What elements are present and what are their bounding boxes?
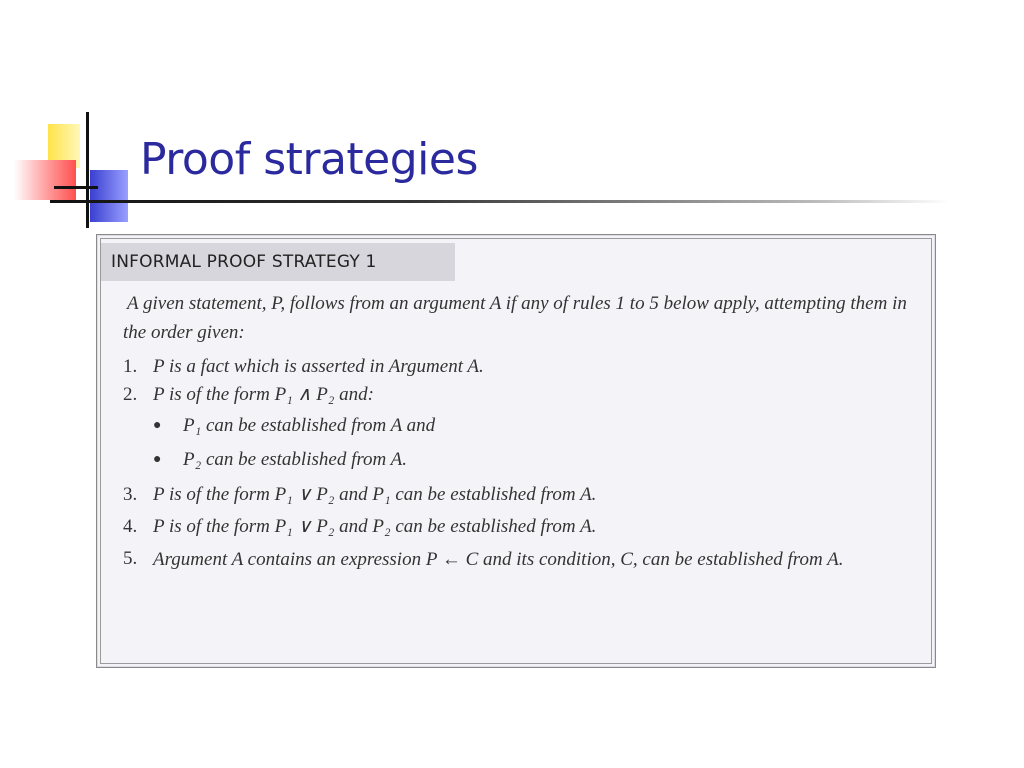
rule-item bbox=[123, 481, 913, 509]
strategy-header: INFORMAL PROOF STRATEGY 1 bbox=[101, 243, 455, 281]
title-underline bbox=[50, 200, 950, 203]
rule-item bbox=[123, 513, 913, 541]
strategy-intro: A given statement, P, follows from an argument A if any of rules 1 to 5 below apply, attempting them in the order given: bbox=[123, 293, 907, 343]
rule-number: 1. bbox=[123, 356, 138, 377]
strategy-body bbox=[123, 289, 913, 574]
slide-title: Proof strategies bbox=[140, 134, 478, 185]
bullet-item bbox=[123, 443, 913, 477]
bullet-dot-icon: ● bbox=[153, 452, 162, 467]
rule-text: P is a fact which is asserted in Argument A. bbox=[153, 356, 484, 377]
bullet-dot-icon: ● bbox=[153, 418, 162, 433]
rule-text: P is of the form P₁ ∨ P₂ and P₁ can be established from A. bbox=[153, 484, 597, 505]
rule-number: 3. bbox=[123, 484, 138, 505]
rule-item bbox=[123, 545, 913, 574]
bullet-text: P₂ can be established from A. bbox=[183, 449, 408, 470]
bullet-item bbox=[123, 409, 913, 443]
rule-number: 4. bbox=[123, 516, 138, 537]
rule-item bbox=[123, 381, 913, 409]
rule-number: 2. bbox=[123, 384, 138, 405]
blue-square-decoration bbox=[90, 170, 128, 222]
rule-text: Argument A contains an expression P ← C and its condition, C, can be established from A. bbox=[153, 549, 844, 570]
rule-text: P is of the form P₁ ∨ P₂ and P₂ can be established from A. bbox=[153, 516, 597, 537]
horizontal-line-decoration bbox=[54, 186, 98, 189]
red-square-decoration bbox=[14, 160, 76, 200]
bullet-text: P₁ can be established from A and bbox=[183, 415, 436, 436]
scanned-book-excerpt bbox=[96, 234, 936, 668]
vertical-line-decoration bbox=[86, 112, 89, 228]
rule-number: 5. bbox=[123, 548, 138, 569]
rule-item bbox=[123, 353, 913, 381]
slide-decoration bbox=[0, 0, 140, 240]
rule-text: P is of the form P₁ ∧ P₂ and: bbox=[153, 384, 374, 405]
